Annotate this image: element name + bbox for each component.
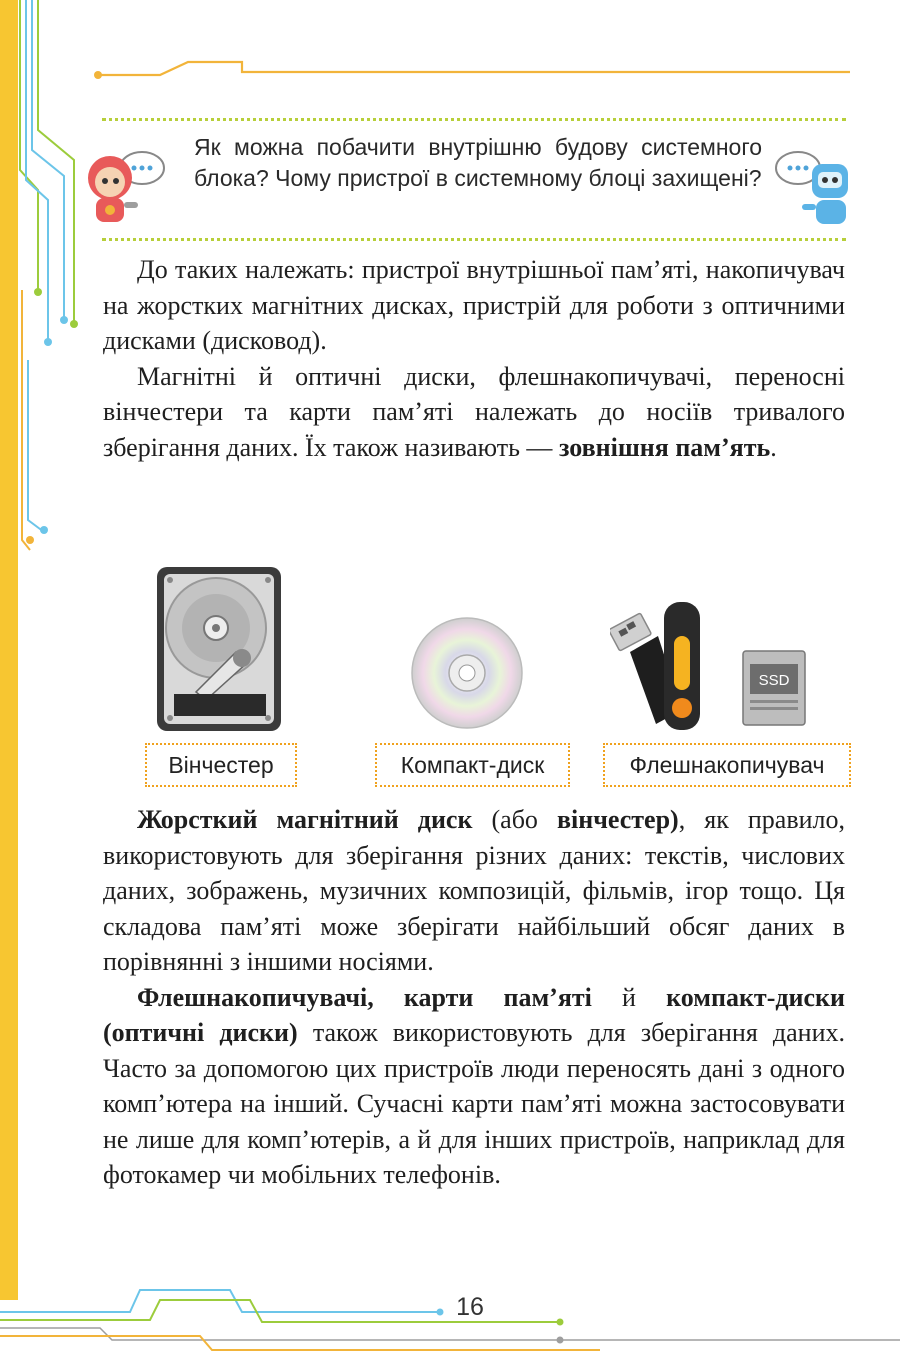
ssd-icon (742, 650, 806, 726)
ssd-label: SSD (758, 672, 790, 689)
caption-cd: Компакт-диск (375, 743, 570, 787)
paragraph-3 (103, 802, 845, 980)
hard-drive-icon (156, 566, 282, 732)
paragraph-3-text-1: (або (472, 805, 557, 834)
dotted-bottom-rule (102, 238, 846, 241)
robot-girl-icon (70, 134, 180, 234)
text-block-top (103, 252, 845, 465)
question-text: Як можна побачити внутрішню будову системного блока? Чому пристрої в системному блоці захищені? (194, 134, 762, 191)
term-winchester: вінчестер) (556, 805, 679, 834)
paragraph-2-text: Магнітні й оптичні диски, флешнакопичувачі, переносні вінчестери та карти пам’яті належать до носіїв тривалого зберігання даних. Їх також називають — (103, 361, 845, 462)
question-box (102, 116, 846, 244)
paragraph-4-text-1: й (591, 982, 667, 1012)
term-external-memory: зовнішня пам’ять (558, 432, 771, 462)
paragraph-3-text-2: , як правило, використовують для зберігання різних даних: текстів, числових даних, зображень, музичних композицій, фільмів, ігор тощо. Ця складова пам’яті може зберігати найбільший обсяг даних в порівнянні з іншими носіями. (103, 805, 845, 976)
paragraph-2-end: . (770, 432, 777, 462)
term-hard-disk: Жорсткий магнітний диск (137, 805, 473, 834)
term-compact-discs: компакт-диски (оптичні диски) (103, 982, 845, 1047)
paragraph-1: До таких належать: пристрої внутрішньої пам’яті, накопичувач на жорстких магнітних дисках, пристрій для роботи з оптичними дисками (дисковод). (103, 255, 845, 355)
caption-flash: Флешнакопичувач (603, 743, 851, 787)
flash-drive-icon (610, 600, 704, 732)
robot-boy-icon (764, 134, 860, 234)
caption-hdd: Вінчестер (145, 743, 297, 787)
text-block-bottom (103, 802, 845, 1193)
paragraph-4-text-2: також використовують для зберігання даних. Часто за допомогою цих пристроїв люди переносять дані з одного комп’ютера на інший. Сучасні карти пам’яті можна застосовувати не лише для комп’ютерів, а й для інших пристроїв, наприклад для фотокамер чи мобільних телефонів. (103, 1018, 845, 1189)
term-flash-memory-cards: Флешнакопичувачі, карти пам’яті (137, 982, 592, 1012)
compact-disc-icon (410, 616, 524, 730)
paragraph-4 (103, 980, 845, 1193)
paragraph-2 (103, 359, 845, 466)
dotted-top-rule (102, 118, 846, 121)
page-number: 16 (456, 1293, 484, 1321)
